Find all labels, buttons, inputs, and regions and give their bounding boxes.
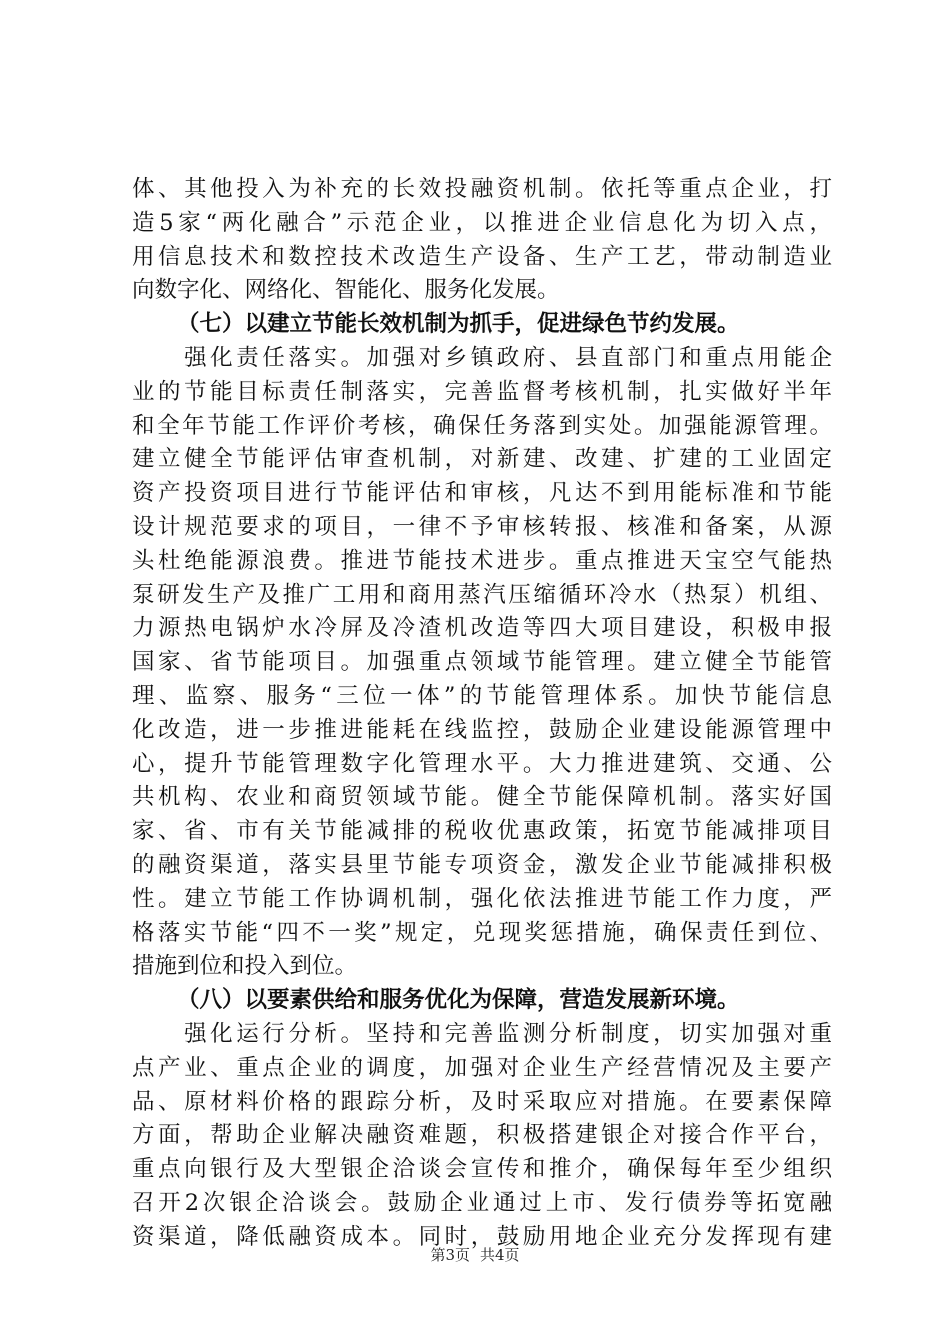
paragraph-line: 业的节能目标责任制落实，完善监督考核机制，扎实做好半年: [132, 378, 832, 405]
paragraph-line: 资渠道，降低融资成本。同时，鼓励用地企业充分发挥现有建: [132, 1223, 832, 1250]
page-footer: [0, 1245, 950, 1265]
paragraph-line: 造5家“两化融合”示范企业，以推进企业信息化为切入点，: [132, 209, 832, 236]
paragraph-line: 的融资渠道，落实县里节能专项资金，激发企业节能减排积极: [132, 851, 832, 878]
section-heading: （七）以建立节能长效机制为抓手，促进绿色节约发展。: [177, 311, 740, 338]
paragraph-line: 重点向银行及大型银企洽谈会宣传和推介，确保每年至少组织: [132, 1156, 832, 1183]
page-number: 第3页: [430, 1246, 470, 1264]
paragraph-line: 泵研发生产及推广工用和商用蒸汽压缩循环冷水（热泵）机组、: [132, 581, 832, 608]
paragraph-line: 国家、省节能项目。加强重点领域节能管理。建立健全节能管: [132, 649, 832, 676]
paragraph-line: 共机构、农业和商贸领域节能。健全节能保障机制。落实好国: [132, 784, 832, 811]
section-heading: （八）以要素供给和服务优化为保障，营造发展新环境。: [177, 987, 740, 1014]
paragraph-line: 心，提升节能管理数字化管理水平。大力推进建筑、交通、公: [132, 750, 832, 777]
paragraph-line: 头杜绝能源浪费。推进节能技术进步。重点推进天宝空气能热: [132, 547, 832, 574]
paragraph-line: 力源热电锅炉水冷屏及冷渣机改造等四大项目建设，积极申报: [132, 615, 832, 642]
paragraph-line: 和全年节能工作评价考核，确保任务落到实处。加强能源管理。: [132, 412, 832, 439]
paragraph-line: 措施到位和投入到位。: [132, 953, 358, 980]
paragraph-line: 格落实节能“四不一奖”规定，兑现奖惩措施，确保责任到位、: [132, 919, 832, 946]
paragraph-line: 召开2次银企洽谈会。鼓励企业通过上市、发行债券等拓宽融: [132, 1189, 832, 1216]
page-total: 共4页: [480, 1246, 520, 1264]
paragraph-line: 用信息技术和数控技术改造生产设备、生产工艺，带动制造业: [132, 243, 832, 270]
paragraph-line: 化改造，进一步推进能耗在线监控，鼓励企业建设能源管理中: [132, 716, 832, 743]
paragraph-line: 向数字化、网络化、智能化、服务化发展。: [132, 277, 560, 304]
paragraph-line: 强化责任落实。加强对乡镇政府、县直部门和重点用能企: [132, 344, 832, 371]
paragraph-line: 强化运行分析。坚持和完善监测分析制度，切实加强对重: [132, 1020, 832, 1047]
paragraph-line: 方面，帮助企业解决融资难题，积极搭建银企对接合作平台，: [132, 1122, 832, 1149]
paragraph-line: 理、监察、服务“三位一体”的节能管理体系。加快节能信息: [132, 682, 832, 709]
paragraph-line: 点产业、重点企业的调度，加强对企业生产经营情况及主要产: [132, 1054, 832, 1081]
document-body: [132, 173, 832, 1255]
paragraph-line: 体、其他投入为补充的长效投融资机制。依托等重点企业，打: [132, 176, 832, 202]
paragraph-line: 设计规范要求的项目，一律不予审核转报、核准和备案，从源: [132, 513, 832, 540]
paragraph-line: 建立健全节能评估审查机制，对新建、改建、扩建的工业固定: [132, 446, 832, 473]
paragraph-line: 品、原材料价格的跟踪分析，及时采取应对措施。在要素保障: [132, 1088, 832, 1115]
paragraph-line: 性。建立节能工作协调机制，强化依法推进节能工作力度，严: [132, 885, 832, 912]
paragraph-line: 资产投资项目进行节能评估和审核，凡达不到用能标准和节能: [132, 480, 832, 507]
paragraph-line: 家、省、市有关节能减排的税收优惠政策，拓宽节能减排项目: [132, 818, 832, 845]
